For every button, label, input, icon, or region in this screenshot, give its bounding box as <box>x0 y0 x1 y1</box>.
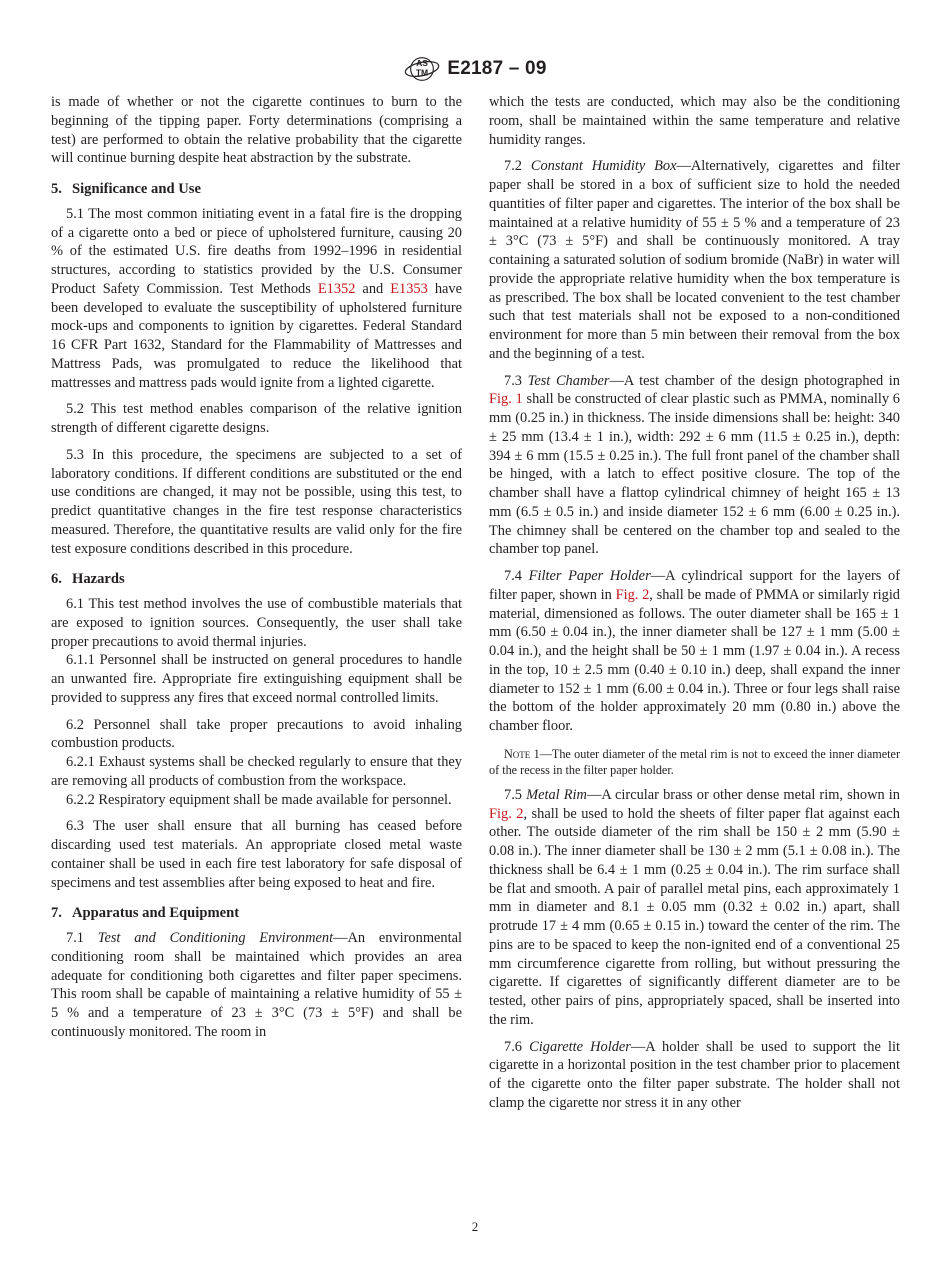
paragraph-7-4 <box>489 567 900 736</box>
section-heading-5 <box>51 180 462 199</box>
note-1 <box>489 746 900 778</box>
paragraph-text: —An environmental conditioning room shall be maintained which provides an area adequate for conditioning both cigarettes and filter paper specimens. This room shall be capable of maintaining a relative humidity of 55 ± 5 % and a temperature of 23 ± 3°C (73 ± 5°F) and shall be continuously monitored. The room in <box>51 930 462 1040</box>
paragraph-text: have been developed to evaluate the susceptibility of upholstered furniture mock-ups and components to ignition by cigarettes. Federal Standard 16 CFR Part 1632, Standard for the Flammability of Mattresses and Mattress Pads, was promulgated to reduce the likelihood that mattresses and mattress pads would ignite from a lighted cigarette. <box>51 280 462 391</box>
paragraph-title: Metal Rim <box>526 786 587 803</box>
paragraph-text: , shall be used to hold the sheets of filter paper flat against each other. The outside diameter of the rim shall be 150 ± 2 mm (5.90 ± 0.08 in.). The inner diameter shall be 130 ± 2 mm (5.1 ± 0.08 in.). The thickness shall be 6.4 ± 1 mm (0.25 ± 0.04 in.). The rim surface shall be flat and smooth. A pair of parallel metal pins, each approximately 1 mm in diameter and 8.1 ± 0.05 mm (0.32 ± 0.02 in.) apart, shall protrude 17 ± 4 mm (0.65 ± 0.15 in.) toward the center of the rim. The pins are to be spaced to keep the non-ignited end of a conventional 25 mm circumference cigarette from rolling, but without pressuring the cigarette. If cigarettes of significantly different diameter are to be tested, other pairs of pins, appropriately spaced, shall be inserted into the rim. <box>489 805 900 1028</box>
paragraph-text: —A holder shall be used to support the lit cigarette in a horizontal position in the test chamber prior to placement of the cigarette onto the filter paper substrate. The holder shall not clamp the cigarette nor stress it in any other <box>489 1038 900 1111</box>
paragraph-6-1-1: 6.1.1 Personnel shall be instructed on general procedures to handle an unwanted fire. Appropriate fire extinguishing equipment shall be provided to suppress any fires that exceed normal controlled limits. <box>51 652 462 706</box>
link-fig-1[interactable]: Fig. 1 <box>489 391 523 408</box>
section-title: Hazards <box>72 571 125 588</box>
paragraph-6-2-2: 6.2.2 Respiratory equipment shall be made available for personnel. <box>66 791 452 808</box>
paragraph-6-3: 6.3 The user shall ensure that all burning has ceased before discarding used test materials. An appropriate closed metal waste container shall be used in each fire test laboratory for safe disposal of specimens and test assemblies after being exposed to heat and fire. <box>51 818 462 891</box>
paragraph-title: Test Chamber <box>527 372 610 389</box>
link-fig-2[interactable]: Fig. 2 <box>489 805 524 822</box>
section-heading-6 <box>51 570 462 589</box>
paragraph-text: and <box>355 280 391 297</box>
paragraph-text: shall be constructed of clear plastic such as PMMA, nominally 6 mm (0.25 in.) in thickness. The inside dimensions shall be: height: 340 ± 25 mm (13.4 ± 1 in.), width: 292 ± 6 mm (11.5 ± 0.25 in.), depth: 394 ± 6 mm (15.5 ± 0.25 in.). The full front panel of the chamber shall be hinged, with a latch to effect positive closure. The top of the chamber shall have a flattop cylindrical chimney of height 165 ± 13 mm (6.5 ± 0.5 in.) and inside diameter 152 ± 6 mm (6.00 ± 0.25 in.). The chimney shall be centered on the chamber top and sealed to the chamber top panel. <box>489 391 900 558</box>
paragraph-number: 7.6 <box>504 1038 530 1055</box>
paragraph-number: 7.1 <box>66 930 98 946</box>
paragraph-number: 7.5 <box>504 786 527 803</box>
section-number: 5. <box>51 181 62 197</box>
section-title: Apparatus and Equipment <box>72 905 240 922</box>
svg-text:TM: TM <box>416 67 429 78</box>
note-text: —The outer diameter of the metal rim is not to exceed the inner diameter of the recess in the filter paper holder. <box>489 746 901 777</box>
paragraph-6-1: 6.1 This test method involves the use of combustible materials that are exposed to ignition sources. Consequently, the user shall take proper precautions to avoid thermal injuries. <box>51 596 462 650</box>
paragraph-6-2: 6.2 Personnel shall take proper precautions to avoid inhaling combustion products. <box>51 716 462 752</box>
paragraph-title: Cigarette Holder <box>529 1038 631 1055</box>
continuation-paragraph: which the tests are conducted, which may also be the conditioning room, shall be maintained within the same temperature and relative humidity ranges. <box>489 94 900 148</box>
paragraph-7-1 <box>51 929 462 1042</box>
page-header <box>0 52 950 86</box>
link-fig-2[interactable]: Fig. 2 <box>615 586 650 603</box>
paragraph-text: 5.1 The most common initiating event in a fatal fire is the dropping of a cigarette onto a bed or piece of upholstered furniture, causing 20 % of the estimated U.S. fire deaths from 1992–1996 in residential structures, according to statistics provided by the U.S. Consumer Product Safety Commission. Test Methods <box>51 205 462 297</box>
paragraph-7-6 <box>489 1038 900 1113</box>
paragraph-title: Filter Paper Holder <box>528 568 651 584</box>
paragraph-title: Constant Humidity Box <box>530 158 677 175</box>
right-column <box>489 93 900 1113</box>
section-number: 7. <box>51 905 62 922</box>
link-e1353[interactable]: E1353 <box>390 280 428 297</box>
svg-text:AS: AS <box>416 58 429 69</box>
paragraph-7-2 <box>489 157 900 363</box>
paragraph-text: —Alternatively, cigarettes and filter paper shall be stored in a box of sufficient size to hold the needed quantities of filter paper and cigarettes. The interior of the box shall be maintained at a relative humidity of 55 ± 5 % and a temperature of 23 ± 3°C (73 ± 5°F) and shall be continuously monitored. A tray containing a saturated solution of sodium bromide (NaBr) in water will provide the appropriate relative humidity when the box temperature is as prescribed. The box shall be located convenient to the test chamber such that test materials shall not be exposed to a non-conditioned environment for more than 5 min between their removal from the box and the beginning of a test. <box>489 158 900 362</box>
left-column <box>51 93 462 1042</box>
paragraph-5-2: 5.2 This test method enables comparison of the relative ignition strength of different cigarette designs. <box>51 401 462 436</box>
link-e1352[interactable]: E1352 <box>317 280 356 297</box>
intro-paragraph: is made of whether or not the cigarette continues to burn to the beginning of the tipping paper. Forty determinations (comprising a test) are performed to obtain the relative probability that the cigarette will continue burning despite heat abstraction by the substrate. <box>51 94 462 167</box>
paragraph-7-3 <box>489 372 900 560</box>
section-title: Significance and Use <box>72 181 201 197</box>
note-label: Note 1 <box>504 746 540 761</box>
document-id: E2187 – 09 <box>447 58 547 79</box>
paragraph-title: Test and Conditioning Environment <box>97 930 334 946</box>
section-number: 6. <box>51 571 62 588</box>
paragraph-text: , shall be made of PMMA or similarly rigid material, dimensioned as follows. The outer diameter shall be 165 ± 1 mm (6.50 ± 0.04 in.), the inner diameter shall be 127 ± 1 mm (5.00 ± 0.04 in.), and the height shall be 50 ± 1 mm (1.97 ± 0.04 in.). A recess in the top, 10 ± 2.5 mm (0.40 ± 0.10 in.) deep, shall expand the inner diameter to 152 ± 1 mm (6.00 ± 0.04 in.). Three or four legs shall raise the bottom of the holder approximately 20 mm (0.80 in.) above the chamber floor. <box>489 586 901 734</box>
paragraph-text: —A cylindrical support for the layers of filter paper, shown in <box>489 568 901 603</box>
paragraph-text: —A test chamber of the design photographed in <box>609 372 900 389</box>
paragraph-number: 7.4 <box>504 568 529 584</box>
paragraph-6-2-1: 6.2.1 Exhaust systems shall be checked regularly to ensure that they are removing all products of combustion from the workspace. <box>51 754 462 789</box>
paragraph-7-5 <box>489 786 900 1030</box>
paragraph-5-3: 5.3 In this procedure, the specimens are subjected to a set of laboratory conditions. If different conditions are substituted or the end use conditions are changed, it may not be possible, using this test, to predict quantitative changes in the fire test response characteristics measured. Therefore, the quantitative results are valid only for the fire test exposure conditions described in this procedure. <box>51 446 462 557</box>
paragraph-5-1 <box>51 205 462 393</box>
paragraph-number: 7.2 <box>504 158 531 175</box>
page-number: 2 <box>471 1219 479 1234</box>
paragraph-number: 7.3 <box>504 372 528 389</box>
paragraph-text: —A circular brass or other dense metal rim, shown in <box>586 786 900 803</box>
section-heading-7 <box>51 904 462 923</box>
astm-logo-icon <box>403 52 441 86</box>
